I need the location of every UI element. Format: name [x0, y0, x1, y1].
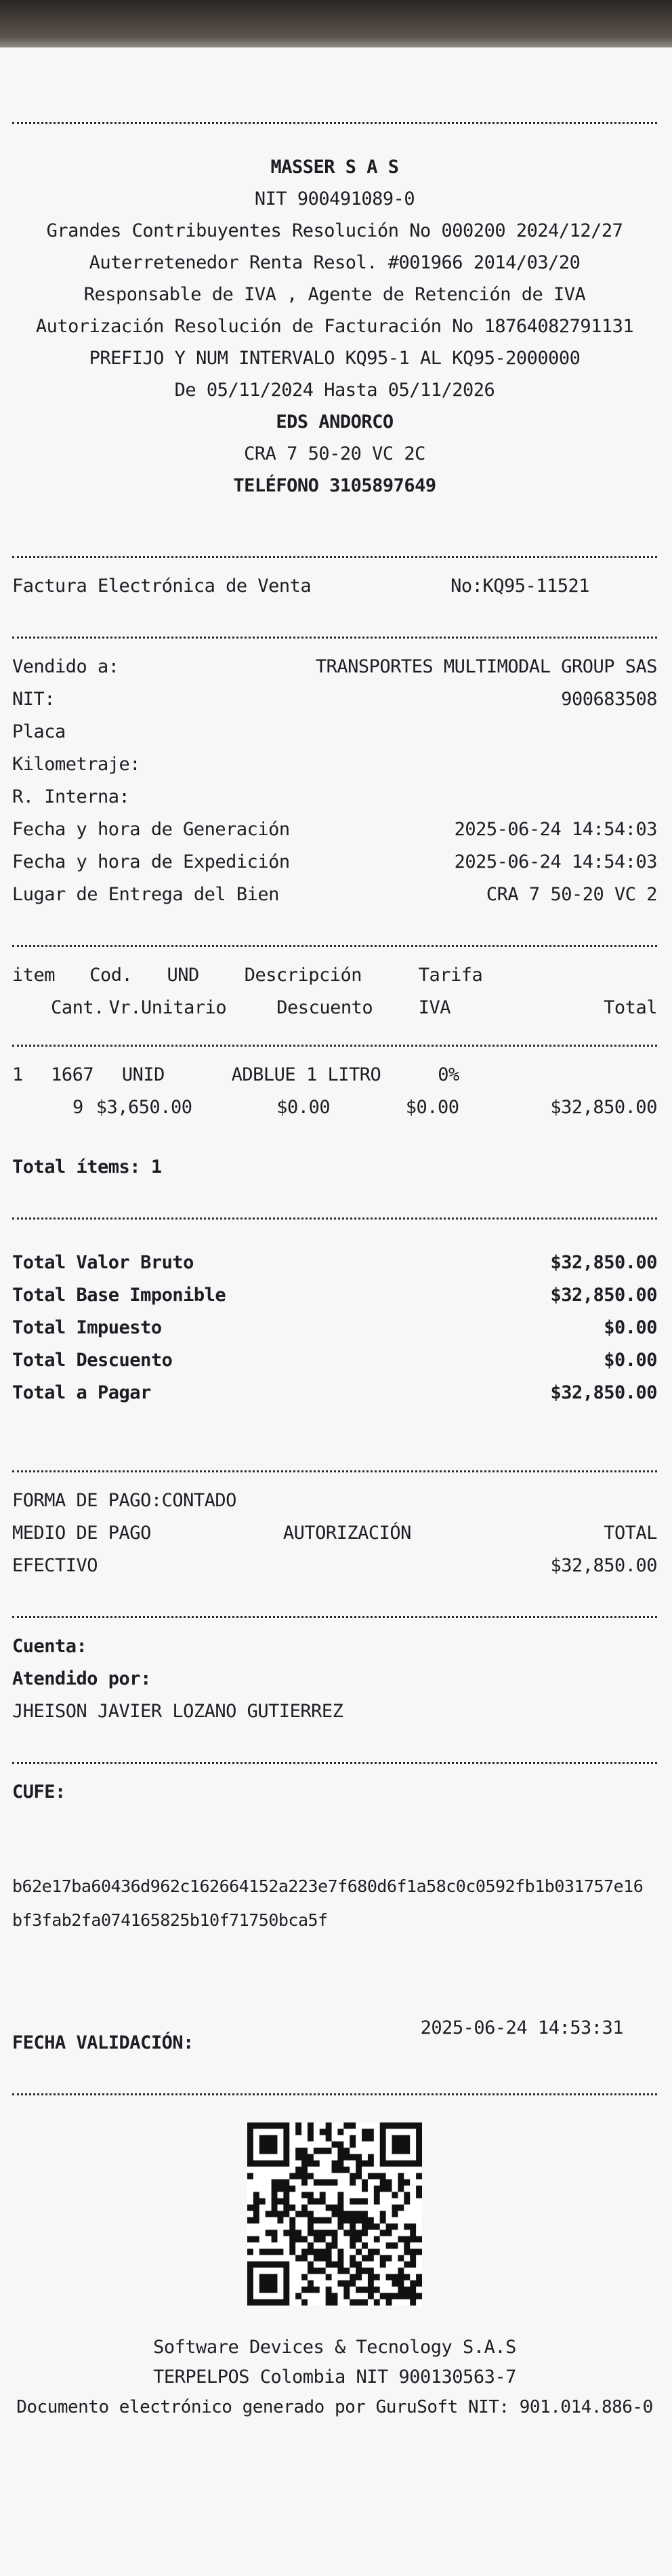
gross-total-label: Total Valor Bruto [12, 1252, 194, 1273]
tax-base-label: Total Base Imponible [12, 1285, 226, 1306]
plate-label: Placa [12, 721, 66, 742]
total-items: Total ítems: 1 [12, 1156, 162, 1178]
divider [12, 1742, 657, 1764]
tax-value: $0.00 [604, 1317, 657, 1338]
cufe-value [12, 1870, 657, 1937]
authorization-label: AUTORIZACIÓN [282, 1523, 411, 1544]
footer [12, 2333, 657, 2422]
account-label: Cuenta: [12, 1636, 87, 1657]
item-qty: 9 [72, 1097, 83, 1118]
tax-base-value: $32,850.00 [550, 1285, 657, 1306]
footer-line: Documento electrónico generado por GuruSoft NIT: 901.014.886-0 [16, 2397, 653, 2417]
item-total: $32,850.00 [550, 1097, 657, 1118]
company-nit: NIT 900491089-0 [254, 188, 415, 209]
amount-due-label: Total a Pagar [12, 1382, 151, 1403]
item-rate: 0% [438, 1064, 459, 1085]
col-description: Descripción [244, 965, 362, 986]
divider [12, 1024, 657, 1047]
amount-due-value: $32,850.00 [550, 1382, 657, 1403]
col-discount: Descuento [276, 997, 373, 1018]
generation-label: Fecha y hora de Generación [12, 819, 290, 840]
nit-value: 900683508 [561, 689, 657, 710]
invoice-number: No:KQ95-11521 [450, 576, 589, 597]
invoice-type: Factura Electrónica de Venta [12, 576, 312, 597]
footer-line: TERPELPOS Colombia NIT 900130563-7 [153, 2367, 516, 2388]
header [12, 151, 657, 502]
col-empty [12, 992, 51, 1024]
divider [12, 1197, 657, 1220]
tax-label: Total Impuesto [12, 1317, 162, 1338]
divider [12, 536, 657, 558]
divider [12, 1596, 657, 1618]
cufe-line: b62e17ba60436d962c162664152a223e7f680d6f1a58c0c0592fb1b031757e16 [12, 1876, 644, 1896]
header-line: Grandes Contribuyentes Resolución No 000200 2024/12/27 [46, 220, 623, 241]
col-empty [528, 959, 657, 992]
payment-total-label: TOTAL [604, 1523, 657, 1544]
qr-code-icon [247, 2122, 422, 2306]
sold-to-value: TRANSPORTES MULTIMODAL GROUP SAS [315, 656, 657, 677]
header-line: De 05/11/2024 Hasta 05/11/2026 [174, 380, 495, 401]
header-line: Auterretenedor Renta Resol. #001966 2014/03/20 [89, 252, 581, 273]
col-total: Total [604, 997, 657, 1018]
expedition-label: Fecha y hora de Expedición [12, 851, 290, 872]
header-line: PREFIJO Y NUM INTERVALO KQ95-1 AL KQ95-2000000 [89, 348, 581, 369]
attended-by-label: Atendido por: [12, 1668, 151, 1689]
cufe-label: CUFE: [12, 1782, 66, 1803]
col-unit: UND [167, 965, 199, 986]
receipt [0, 47, 672, 2576]
col-qty: Cant. [51, 997, 104, 1018]
qr-code-graphic [247, 2122, 422, 2306]
item-unit-price: $3,650.00 [96, 1097, 192, 1118]
payment-method: EFECTIVO [12, 1555, 98, 1576]
col-rate: Tarifa [418, 965, 483, 986]
attendant-name: JHEISON JAVIER LOZANO GUTIERREZ [12, 1701, 343, 1722]
validation-label: FECHA VALIDACIÓN: [12, 2032, 194, 2053]
totals-block [12, 1247, 657, 1409]
cufe-line: bf3fab2fa074165825b10f71750bca5f [12, 1910, 328, 1930]
divider [12, 925, 657, 947]
customer-block [12, 651, 657, 911]
col-iva: IVA [418, 997, 451, 1018]
gross-total-value: $32,850.00 [550, 1252, 657, 1273]
payment-form: FORMA DE PAGO:CONTADO [12, 1490, 236, 1511]
nit-label: NIT: [12, 689, 56, 710]
divider [12, 2073, 657, 2095]
internal-ref-label: R. Interna: [12, 786, 130, 807]
attendant-block [12, 1630, 657, 1728]
payment-amount: $32,850.00 [550, 1555, 657, 1576]
validation-row [12, 2012, 657, 2059]
station-phone: TELÉFONO 3105897649 [233, 475, 436, 496]
header-line: Responsable de IVA , Agente de Retención de IVA [83, 284, 586, 305]
table-row [12, 1059, 657, 1124]
item-number: 1 [12, 1064, 23, 1085]
item-discount: $0.00 [276, 1097, 331, 1118]
discount-label: Total Descuento [12, 1350, 173, 1371]
payment-method-label: MEDIO DE PAGO [12, 1523, 151, 1544]
item-code: 1667 [51, 1064, 94, 1085]
generation-value: 2025-06-24 14:54:03 [454, 819, 657, 840]
invoice-title-row [12, 570, 657, 603]
mileage-label: Kilometraje: [12, 754, 141, 775]
divider [12, 102, 657, 124]
item-iva: $0.00 [405, 1097, 459, 1118]
col-item: item [12, 965, 56, 986]
col-code: Cod. [89, 965, 133, 986]
station-name: EDS ANDORCO [276, 411, 394, 432]
item-unit: UNID [121, 1064, 165, 1085]
items-table-header [12, 959, 657, 1024]
delivery-place-value: CRA 7 50-20 VC 2 [486, 884, 657, 905]
company-name: MASSER S A S [270, 157, 399, 178]
divider [12, 616, 657, 639]
footer-line: Software Devices & Tecnology S.A.S [153, 2337, 516, 2358]
expedition-value: 2025-06-24 14:54:03 [454, 851, 657, 872]
col-unit-price: Vr.Unitario [108, 997, 227, 1018]
validation-value: 2025-06-24 14:53:31 [420, 2017, 623, 2038]
sold-to-label: Vendido a: [12, 656, 119, 677]
delivery-place-label: Lugar de Entrega del Bien [12, 884, 279, 905]
station-address: CRA 7 50-20 VC 2C [244, 443, 425, 464]
divider [12, 1450, 657, 1472]
item-description: ADBLUE 1 LITRO [231, 1064, 381, 1085]
payment-block [12, 1485, 657, 1582]
header-line: Autorización Resolución de Facturación No 18764082791131 [35, 316, 634, 337]
discount-value: $0.00 [604, 1350, 657, 1371]
